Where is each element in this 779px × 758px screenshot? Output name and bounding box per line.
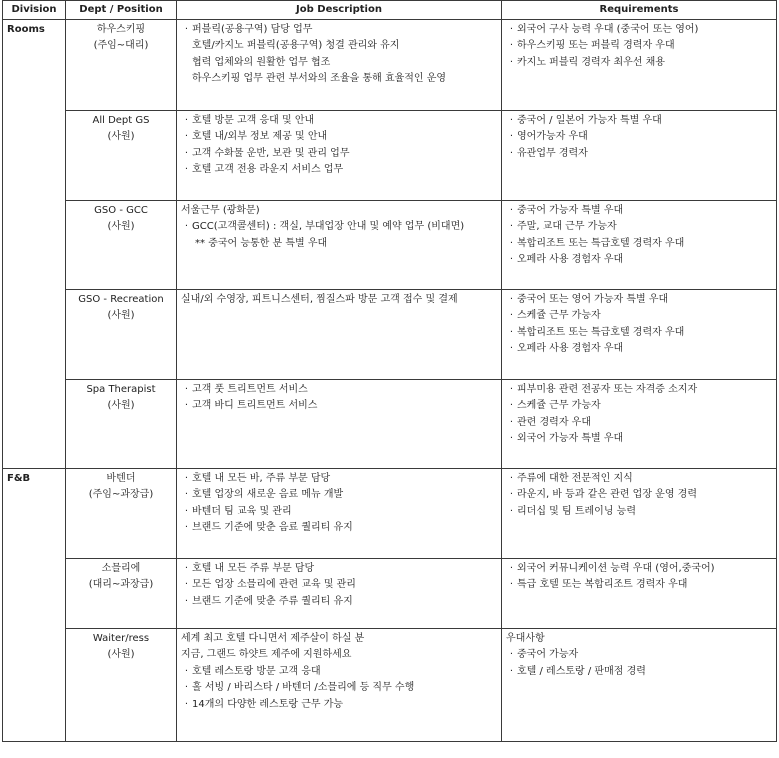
bullet-dot-icon: · bbox=[509, 505, 514, 517]
requirement-line bbox=[506, 647, 772, 663]
job-line bbox=[181, 504, 497, 520]
job-text: 호텔 내 모든 바, 주류 부문 담당 bbox=[192, 473, 331, 484]
requirements-cell bbox=[502, 111, 777, 201]
job-text: 호텔 업장의 새로운 음료 메뉴 개발 bbox=[192, 489, 344, 501]
header-division: Division bbox=[3, 1, 66, 20]
job-text: 바텐더 팀 교육 및 관리 bbox=[192, 505, 292, 517]
bullet-dot-icon: · bbox=[509, 400, 514, 412]
requirement-line bbox=[506, 382, 772, 398]
table-row bbox=[3, 469, 777, 559]
job-line bbox=[181, 471, 497, 487]
requirement-text: 관련 경력자 우대 bbox=[517, 416, 591, 428]
dept-name: Waiter/ress bbox=[92, 633, 150, 644]
requirement-line bbox=[506, 203, 772, 219]
job-text: 14개의 다양한 레스토랑 근무 가능 bbox=[192, 698, 344, 710]
requirement-text: 스케쥴 근무 가능자 bbox=[517, 400, 601, 412]
job-text: 호텔 내 모든 주류 부문 담당 bbox=[192, 563, 315, 574]
bullet-dot-icon: · bbox=[184, 164, 189, 176]
job-text: 고객 수화물 운반, 보관 및 관리 업무 bbox=[192, 147, 350, 159]
position-level: (사원) bbox=[107, 400, 135, 412]
requirements-cell bbox=[502, 20, 777, 111]
requirement-line bbox=[506, 292, 772, 308]
requirement-text: 중국어 / 일본어 가능자 특별 우대 bbox=[517, 115, 662, 126]
requirement-line bbox=[506, 577, 772, 593]
requirement-text: 복합리조트 또는 특급호텔 경력자 우대 bbox=[517, 326, 685, 338]
table-row bbox=[3, 290, 777, 380]
job-line bbox=[181, 219, 497, 235]
requirement-line bbox=[506, 308, 772, 324]
dept-position-cell bbox=[66, 469, 177, 559]
job-text: 호텔 레스토랑 방문 고객 응대 bbox=[192, 665, 321, 677]
job-line bbox=[181, 113, 497, 129]
bullet-dot-icon: · bbox=[509, 384, 514, 395]
bullet-dot-icon: · bbox=[509, 563, 514, 574]
bullet-dot-icon: · bbox=[184, 221, 189, 233]
bullet-dot-icon: · bbox=[509, 579, 514, 591]
requirement-text: 카지노 퍼블릭 경력자 최우선 채용 bbox=[517, 56, 665, 68]
requirement-line bbox=[506, 236, 772, 252]
job-openings-table bbox=[2, 0, 777, 742]
job-line bbox=[181, 55, 497, 71]
requirement-text: 중국어 또는 영어 가능자 특별 우대 bbox=[517, 294, 669, 305]
bullet-dot-icon: · bbox=[509, 473, 514, 484]
job-description-cell bbox=[177, 629, 502, 742]
bullet-dot-icon: · bbox=[184, 473, 189, 484]
requirement-line bbox=[506, 38, 772, 54]
requirement-text: 외국어 가능자 특별 우대 bbox=[517, 433, 624, 445]
job-line bbox=[181, 561, 497, 577]
dept-position-cell bbox=[66, 629, 177, 742]
requirement-line bbox=[506, 398, 772, 414]
job-line bbox=[181, 520, 497, 536]
job-text: 서울근무 (광화문) bbox=[181, 205, 260, 216]
position-level: (주임~대리) bbox=[93, 40, 149, 52]
dept-position-cell bbox=[66, 559, 177, 629]
bullet-dot-icon: · bbox=[184, 595, 189, 607]
bullet-dot-icon: · bbox=[184, 682, 189, 694]
bullet-dot-icon: · bbox=[184, 400, 189, 412]
division-cell: Rooms bbox=[3, 20, 66, 469]
requirement-text: 오페라 사용 경험자 우대 bbox=[517, 343, 624, 355]
requirement-text: 복합리조트 또는 특급호텔 경력자 우대 bbox=[517, 237, 685, 249]
dept-name: 소믈리에 bbox=[101, 563, 141, 574]
bullet-dot-icon: · bbox=[184, 384, 189, 395]
requirement-text: 스케쥴 근무 가능자 bbox=[517, 310, 601, 322]
requirement-text: 유관업무 경력자 bbox=[517, 147, 588, 159]
job-description-cell bbox=[177, 290, 502, 380]
job-line bbox=[181, 680, 497, 696]
requirements-cell bbox=[502, 469, 777, 559]
requirement-text: 주말, 교대 근무 가능자 bbox=[517, 221, 617, 233]
requirements-cell bbox=[502, 201, 777, 290]
requirement-text: 주류에 대한 전문적인 지식 bbox=[517, 473, 633, 484]
requirement-line bbox=[506, 431, 772, 447]
bullet-dot-icon: · bbox=[509, 221, 514, 233]
requirement-line bbox=[506, 113, 772, 129]
requirement-line bbox=[506, 252, 772, 268]
bullet-dot-icon: · bbox=[509, 147, 514, 159]
job-description-cell bbox=[177, 469, 502, 559]
requirements-cell bbox=[502, 629, 777, 742]
dept-position-cell bbox=[66, 290, 177, 380]
bullet-dot-icon: · bbox=[509, 40, 514, 52]
bullet-dot-icon: · bbox=[509, 310, 514, 322]
job-text: 지금, 그랜드 하얏트 제주에 지원하세요 bbox=[181, 649, 352, 661]
job-line bbox=[181, 236, 497, 252]
position-level: (사원) bbox=[107, 221, 135, 233]
job-line bbox=[181, 146, 497, 162]
job-description-cell bbox=[177, 20, 502, 111]
bullet-dot-icon: · bbox=[509, 416, 514, 428]
job-text: 고객 바디 트리트먼트 서비스 bbox=[192, 400, 318, 412]
table-row bbox=[3, 559, 777, 629]
bullet-dot-icon: · bbox=[184, 505, 189, 517]
bullet-dot-icon: · bbox=[509, 254, 514, 266]
dept-position-cell bbox=[66, 111, 177, 201]
job-text: GCC(고객콜센터) : 객실, 부대업장 안내 및 예약 업무 (비대면) bbox=[192, 221, 465, 233]
requirement-text: 영어가능자 우대 bbox=[517, 131, 588, 143]
dept-position-cell bbox=[66, 20, 177, 111]
job-description-cell bbox=[177, 380, 502, 469]
job-text: 하우스키핑 업무 관련 부서와의 조율을 통해 효율적인 운영 bbox=[192, 73, 447, 85]
requirement-text: 중국어 가능자 특별 우대 bbox=[517, 205, 624, 216]
dept-position-cell bbox=[66, 201, 177, 290]
bullet-dot-icon: · bbox=[509, 343, 514, 355]
dept-position-cell bbox=[66, 380, 177, 469]
job-text: 실내/외 수영장, 피트니스센터, 찜질스파 방문 고객 접수 및 결제 bbox=[181, 294, 458, 305]
requirement-text: 리더십 및 팀 트레이닝 능력 bbox=[517, 505, 636, 517]
position-level: (사원) bbox=[107, 310, 135, 322]
bullet-dot-icon: · bbox=[509, 294, 514, 305]
bullet-dot-icon: · bbox=[184, 115, 189, 126]
requirement-line bbox=[506, 325, 772, 341]
bullet-dot-icon: · bbox=[184, 24, 189, 35]
bullet-dot-icon: · bbox=[184, 563, 189, 574]
table-body bbox=[3, 20, 777, 742]
job-text: 세계 최고 호텔 다니면서 제주살이 하실 분 bbox=[181, 633, 365, 644]
dept-name: Spa Therapist bbox=[86, 384, 156, 395]
position-level: (대리~과장급) bbox=[88, 579, 154, 591]
position-level: (주임~과장급) bbox=[88, 489, 154, 501]
dept-name: GSO - Recreation bbox=[78, 294, 164, 305]
job-text: 모든 업장 소믈리에 관련 교육 및 관리 bbox=[192, 579, 356, 591]
job-text: 퍼블릭(공용구역) 담당 업무 bbox=[192, 24, 313, 35]
requirements-cell bbox=[502, 559, 777, 629]
requirement-text: 외국어 구사 능력 우대 (중국어 또는 영어) bbox=[517, 24, 699, 35]
table-row bbox=[3, 20, 777, 111]
bullet-dot-icon: · bbox=[184, 698, 189, 710]
job-line bbox=[181, 38, 497, 54]
bullet-dot-icon: · bbox=[509, 205, 514, 216]
requirement-line bbox=[506, 341, 772, 357]
division-cell: F&B bbox=[3, 469, 66, 742]
job-text: 브랜드 기준에 맞춘 주류 퀄리티 유지 bbox=[192, 595, 353, 607]
job-line bbox=[181, 577, 497, 593]
position-level: (사원) bbox=[107, 131, 135, 143]
job-description-cell bbox=[177, 201, 502, 290]
job-description-cell bbox=[177, 559, 502, 629]
dept-name: GSO - GCC bbox=[94, 205, 148, 216]
bullet-dot-icon: · bbox=[509, 115, 514, 126]
job-line bbox=[181, 22, 497, 38]
bullet-dot-icon: · bbox=[509, 56, 514, 68]
requirement-text: 호텔 / 레스토랑 / 판매점 경력 bbox=[517, 665, 646, 677]
job-line bbox=[181, 647, 497, 663]
requirement-line bbox=[506, 219, 772, 235]
requirement-line bbox=[506, 55, 772, 71]
requirement-line bbox=[506, 631, 772, 647]
job-text: 호텔/카지노 퍼블릭(공용구역) 청결 관리와 유지 bbox=[192, 40, 400, 52]
requirement-line bbox=[506, 487, 772, 503]
job-text: 홀 서빙 / 바리스타 / 바텐더 /소믈리에 등 직무 수행 bbox=[192, 682, 415, 694]
table-row bbox=[3, 111, 777, 201]
header-dept-position: Dept / Position bbox=[66, 1, 177, 20]
bullet-dot-icon: · bbox=[184, 489, 189, 501]
job-line bbox=[181, 664, 497, 680]
job-description-cell bbox=[177, 111, 502, 201]
job-text: ** 중국어 능통한 분 특별 우대 bbox=[195, 237, 328, 249]
bullet-dot-icon: · bbox=[509, 326, 514, 338]
requirement-line bbox=[506, 561, 772, 577]
table-header-row bbox=[3, 1, 777, 20]
job-line bbox=[181, 594, 497, 610]
bullet-dot-icon: · bbox=[509, 489, 514, 501]
job-line bbox=[181, 382, 497, 398]
requirement-text: 오페라 사용 경험자 우대 bbox=[517, 254, 624, 266]
job-text: 호텔 방문 고객 응대 및 안내 bbox=[192, 115, 315, 126]
table-row bbox=[3, 380, 777, 469]
job-line bbox=[181, 487, 497, 503]
job-line bbox=[181, 697, 497, 713]
requirement-text: 피부미용 관련 전공자 또는 자격증 소지자 bbox=[517, 384, 698, 395]
bullet-dot-icon: · bbox=[184, 131, 189, 143]
requirement-line bbox=[506, 471, 772, 487]
requirement-line bbox=[506, 415, 772, 431]
bullet-dot-icon: · bbox=[509, 237, 514, 249]
job-text: 호텔 고객 전용 라운지 서비스 업무 bbox=[192, 164, 344, 176]
bullet-dot-icon: · bbox=[509, 24, 514, 35]
dept-name: 바텐더 bbox=[106, 473, 136, 484]
job-line bbox=[181, 203, 497, 219]
bullet-dot-icon: · bbox=[509, 649, 514, 661]
bullet-dot-icon: · bbox=[184, 147, 189, 159]
header-job-description: Job Description bbox=[177, 1, 502, 20]
requirement-text: 라운지, 바 등과 같은 관련 업장 운영 경력 bbox=[517, 489, 697, 501]
position-level: (사원) bbox=[107, 649, 135, 661]
table-row bbox=[3, 201, 777, 290]
requirement-line bbox=[506, 664, 772, 680]
bullet-dot-icon: · bbox=[184, 579, 189, 591]
header-requirements: Requirements bbox=[502, 1, 777, 20]
requirements-cell bbox=[502, 290, 777, 380]
requirement-text: 중국어 가능자 bbox=[517, 649, 579, 661]
requirement-line bbox=[506, 129, 772, 145]
job-line bbox=[181, 398, 497, 414]
bullet-dot-icon: · bbox=[509, 433, 514, 445]
requirement-line bbox=[506, 504, 772, 520]
job-text: 브랜드 기준에 맞춘 음료 퀄리티 유지 bbox=[192, 522, 353, 534]
dept-name: All Dept GS bbox=[92, 115, 150, 126]
bullet-dot-icon: · bbox=[184, 522, 189, 534]
job-line bbox=[181, 162, 497, 178]
job-text: 고객 풋 트리트먼트 서비스 bbox=[192, 384, 308, 395]
requirements-cell bbox=[502, 380, 777, 469]
requirement-text: 특급 호텔 또는 복합리조트 경력자 우대 bbox=[517, 579, 688, 591]
job-text: 협력 업체와의 원활한 업무 협조 bbox=[192, 56, 331, 68]
requirement-text: 우대사항 bbox=[506, 633, 545, 644]
job-line bbox=[181, 631, 497, 647]
requirement-line bbox=[506, 146, 772, 162]
dept-name: 하우스키핑 bbox=[96, 24, 146, 35]
job-line bbox=[181, 71, 497, 87]
bullet-dot-icon: · bbox=[184, 665, 189, 677]
job-line bbox=[181, 129, 497, 145]
requirement-line bbox=[506, 22, 772, 38]
table-row bbox=[3, 629, 777, 742]
requirement-text: 외국어 커뮤니케이션 능력 우대 (영어,중국어) bbox=[517, 563, 715, 574]
job-line bbox=[181, 292, 497, 308]
job-text: 호텔 내/외부 정보 제공 및 안내 bbox=[192, 131, 328, 143]
bullet-dot-icon: · bbox=[509, 131, 514, 143]
bullet-dot-icon: · bbox=[509, 665, 514, 677]
requirement-text: 하우스키핑 또는 퍼블릭 경력자 우대 bbox=[517, 40, 675, 52]
